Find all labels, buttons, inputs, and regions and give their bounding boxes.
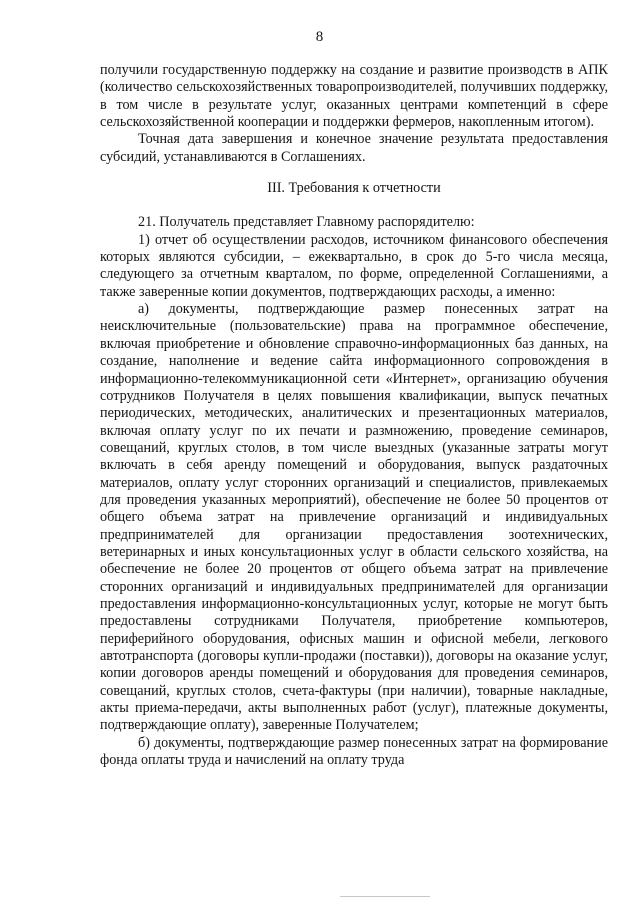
paragraph-result-deadline: Точная дата завершения и конечное значение результата предоставления субсидий, устанавливаются в Соглашениях. bbox=[100, 131, 608, 165]
paragraph-item-1: 1) отчет об осуществлении расходов, источником финансового обеспечения которых являются субсидии, – ежеквартально, в срок до 5-го числа месяца, следующего за отчетным кварталом, по форме, определенной Соглашениями, а также заверенные копии документов, подтверждающих расходы, а именно: bbox=[100, 231, 608, 300]
paragraph-subitem-a: а) документы, подтверждающие размер понесенных затрат на неисключительные (пользовательские) права на программное обеспечение, включая приобретение и обновление справочно-информационных баз данных, на создание, наполнение и ведение сайта информационного сопровождения в информационно-телекоммуникационной сети «Интернет», организацию обучения сотрудников Получателя в целях повышения квалификации, выпуск печатных периодических, методических, аналитических и презентационных материалов, включая оплату услуг по их печати и размножению, проведение семинаров, совещаний, круглых столов, в том числе выездных (указанные затраты могут включать в себя аренду помещений и оборудования, выпуск раздаточных материалов, оплату услуг сторонних организаций и специалистов, привлекаемых для проведения указанных мероприятий), обеспечение не более 50 процентов от общего объема затрат на привлечение организаций и индивидуальных предпринимателей для организации предоставления зоотехнических, ветеринарных и иных консультационных услуг в области сельского хозяйства, на обеспечение не более 20 процентов от общего объема затрат на привлечение сторонних организаций и индивидуальных предпринимателей для организации предоставления информационно-консультационных услуг, которые не могут быть предоставлены сотрудниками Получателя, приобретение компьютеров, периферийного оборудования, офисных машин и офисной мебели, легкового автотранспорта (договоры купли-продажи (поставки)), договоры на оказание услуг, копии договоров аренды помещений и оборудования для проведения семинаров, совещаний, круглых столов, счета-фактуры (при наличии), товарные накладные, акты приема-передачи, акты выполненных работ (услуг), платежные документы, подтверждающие оплату), заверенные Получателем; bbox=[100, 301, 608, 734]
section-heading: III. Требования к отчетности bbox=[267, 180, 441, 197]
page-number: 8 bbox=[315, 29, 324, 45]
paragraph-continuation: получили государственную поддержку на создание и развитие производств в АПК (количество сельскохозяйственных товаропроизводителей, получивших поддержку, в том числе в результате услуг, оказанных центрами компетенций в сфере сельскохозяйственной кооперации и поддержки фермеров, накопленным итогом). bbox=[100, 62, 608, 131]
scan-edge-line bbox=[340, 896, 430, 897]
paragraph-clause-21: 21. Получатель представляет Главному распорядителю: bbox=[138, 214, 475, 231]
paragraph-subitem-b: б) документы, подтверждающие размер понесенных затрат на формирование фонда оплаты труда и начислений на оплату труда bbox=[100, 734, 608, 769]
document-body bbox=[100, 62, 608, 769]
